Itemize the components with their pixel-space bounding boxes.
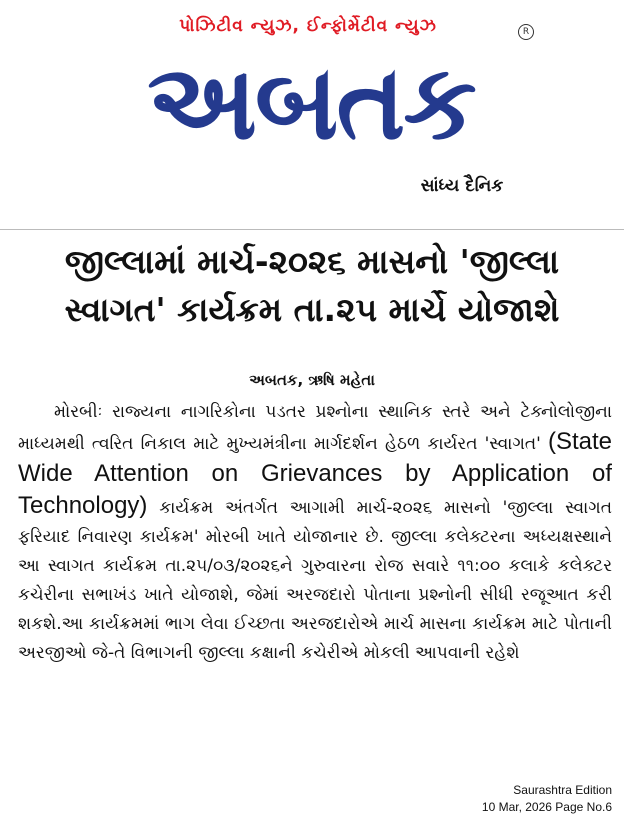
article-byline: અબતક, ઋષિ મહેતા	[249, 371, 375, 389]
headline-line-1: જીલ્લામાં માર્ચ-૨૦૨૬ માસનો 'જીલ્લા	[64, 242, 560, 281]
edition-name: Saurashtra Edition	[513, 783, 612, 797]
edition-date-page: 10 Mar, 2026 Page No.6	[481, 800, 612, 814]
newspaper-logo: અબતક	[147, 41, 475, 163]
article-headline	[30, 238, 594, 334]
article-body	[18, 398, 612, 780]
registered-trademark-icon: R	[518, 24, 534, 40]
edition-info	[412, 782, 612, 816]
article-paragraph	[18, 398, 612, 668]
headline-line-2: સ્વાગત' કાર્યક્રમ તા.૨૫ માર્ચે યોજાશે	[64, 290, 560, 329]
header-divider	[0, 229, 624, 230]
paragraph-english-acronym: (State Wide Attention on Grievances by Application of Technology)	[18, 428, 612, 519]
paragraph-text-part-2: કાર્યક્રમ અંતર્ગત આગામી માર્ચ-૨૦૨૬ માસનો 'જીલ્લા સ્વાગત ફરિયાદ નિવારણ કાર્યક્રમ' મોરબી ખાતે યોજાનાર છે. જીલ્લા કલેક્ટરના અધ્યક્ષસ્થાને આ સ્વાગત કાર્યક્રમ તા.૨૫/૦૩/૨૦૨૬ને ગુરુવારના રોજ સવારે ૧૧:૦૦ કલાકે કલેક્ટર કચેરીના સભાખંડ ખાતે યોજાશે, જેમાં અરજદારો પોતાના પ્રશ્નોની સીધી રજૂઆત કરી શકશે.આ કાર્યક્રમમાં ભાગ લેવા ઈચ્છતા અરજદારોએ માર્ચ માસના કાર્યક્રમ માટે પોતાની અરજીઓ જે-તે વિભાગની જીલ્લા કક્ષાની કચેરીએ મોકલી આપવાની રહેશે	[18, 498, 612, 663]
masthead-tagline: પોઝિટીવ ન્યુઝ, ઈન્ફોર્મેટીવ ન્યુઝ	[179, 16, 437, 36]
masthead	[0, 0, 624, 218]
masthead-subtitle: સાંધ્ય દૈનિક	[420, 176, 504, 196]
paragraph-text-part-1: મોરબીઃ રાજ્યના નાગરિકોના પડતર પ્રશ્નોના સ્થાનિક સ્તરે અને ટેક્નોલોજીના માધ્યમથી ત્વરિત નિકાલ માટે મુખ્યમંત્રીના માર્ગદર્શન હેઠળ કાર્યરત 'સ્વાગત'	[18, 402, 612, 454]
